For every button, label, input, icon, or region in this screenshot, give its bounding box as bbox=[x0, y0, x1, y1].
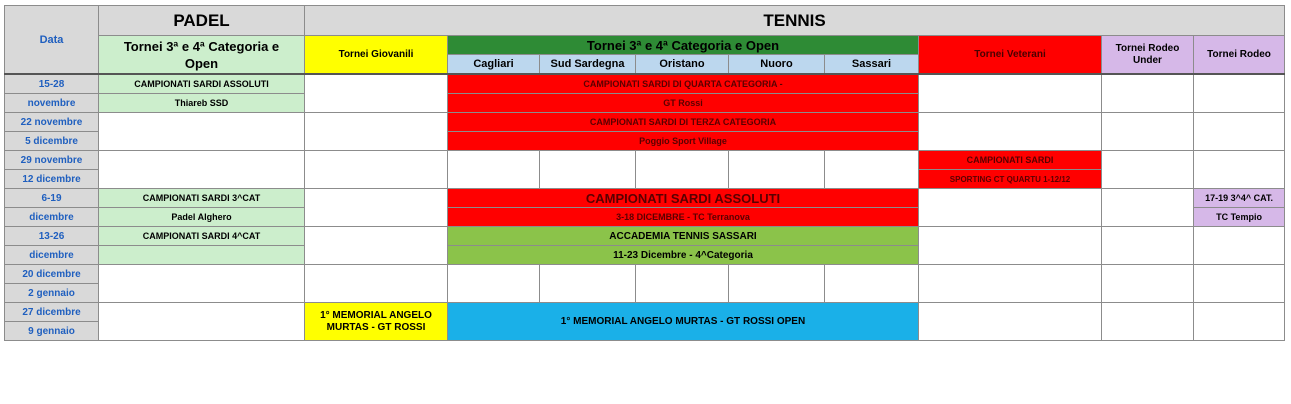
tennis-event-title: CAMPIONATI SARDI DI TERZA CATEGORIA bbox=[448, 113, 919, 132]
tennis-event-venue: Poggio Sport Village bbox=[448, 132, 919, 151]
empty-cell bbox=[1194, 113, 1285, 151]
week-date-end: novembre bbox=[5, 94, 99, 113]
empty-cell bbox=[825, 265, 919, 303]
tennis-event-venue: 3-18 DICEMBRE - TC Terranova bbox=[448, 208, 919, 227]
padel-event-title: CAMPIONATI SARDI 3^CAT bbox=[99, 189, 305, 208]
column-header-veterani: Tornei Veterani bbox=[919, 36, 1102, 75]
rodeo-under-line-2: Under bbox=[1133, 54, 1162, 66]
week-date-start: 13-26 bbox=[5, 227, 99, 246]
week-date-end: dicembre bbox=[5, 246, 99, 265]
week-date-end: dicembre bbox=[5, 208, 99, 227]
section-header-tennis: TENNIS bbox=[305, 6, 1285, 36]
rodeo-under-line-1: Tornei Rodeo bbox=[1115, 42, 1180, 54]
empty-cell bbox=[919, 74, 1102, 113]
empty-cell bbox=[919, 303, 1102, 341]
empty-cell bbox=[919, 265, 1102, 303]
tennis-event-title: ACCADEMIA TENNIS SASSARI bbox=[448, 227, 919, 246]
city-header-sassari: Sassari bbox=[825, 55, 919, 75]
city-header-sud-sardegna: Sud Sardegna bbox=[540, 55, 636, 75]
empty-cell bbox=[305, 113, 448, 151]
padel-categories-line-2: Open bbox=[184, 55, 219, 71]
giovanili-event-line-2: MURTAS - GT ROSSI bbox=[326, 321, 426, 333]
empty-cell bbox=[99, 113, 305, 151]
empty-cell bbox=[1102, 227, 1194, 265]
column-header-data: Data bbox=[5, 6, 99, 75]
empty-cell bbox=[729, 265, 825, 303]
week-date-start: 29 novembre bbox=[5, 151, 99, 170]
empty-cell bbox=[540, 151, 636, 189]
empty-cell bbox=[305, 265, 448, 303]
empty-cell bbox=[1102, 265, 1194, 303]
empty-cell bbox=[540, 265, 636, 303]
tennis-event-venue: 11-23 Dicembre - 4^Categoria bbox=[448, 246, 919, 265]
tournament-calendar-table bbox=[4, 5, 1285, 341]
giovanili-event-line-1: 1° MEMORIAL ANGELO bbox=[320, 309, 432, 321]
empty-cell bbox=[305, 74, 448, 113]
column-header-giovanili: Tornei Giovanili bbox=[305, 36, 448, 75]
week-date-start: 20 dicembre bbox=[5, 265, 99, 284]
city-header-oristano: Oristano bbox=[636, 55, 729, 75]
padel-categories-line-1: Tornei 3ª e 4ª Categoria e bbox=[123, 38, 280, 54]
empty-cell bbox=[99, 265, 305, 303]
empty-cell bbox=[99, 246, 305, 265]
empty-cell bbox=[99, 303, 305, 341]
week-date-start: 15-28 bbox=[5, 74, 99, 94]
week-date-start: 22 novembre bbox=[5, 113, 99, 132]
tennis-event-title: CAMPIONATI SARDI ASSOLUTI bbox=[448, 189, 919, 208]
tennis-event-venue: GT Rossi bbox=[448, 94, 919, 113]
tennis-event-title: 1° MEMORIAL ANGELO MURTAS - GT ROSSI OPEN bbox=[448, 303, 919, 341]
week-date-end: 12 dicembre bbox=[5, 170, 99, 189]
empty-cell bbox=[1102, 151, 1194, 189]
empty-cell bbox=[636, 265, 729, 303]
column-header-tennis-categories: Tornei 3ª e 4ª Categoria e Open bbox=[448, 36, 919, 55]
column-header-padel-categories bbox=[99, 36, 305, 75]
week-date-start: 6-19 bbox=[5, 189, 99, 208]
giovanili-event bbox=[305, 303, 448, 341]
rodeo-event-title: 17-19 3^4^ CAT. bbox=[1194, 189, 1285, 208]
week-date-end: 9 gennaio bbox=[5, 322, 99, 341]
empty-cell bbox=[1194, 74, 1285, 113]
empty-cell bbox=[305, 227, 448, 265]
section-header-padel: PADEL bbox=[99, 6, 305, 36]
empty-cell bbox=[1194, 151, 1285, 189]
empty-cell bbox=[919, 227, 1102, 265]
tennis-event-title: CAMPIONATI SARDI DI QUARTA CATEGORIA - bbox=[448, 74, 919, 94]
empty-cell bbox=[448, 151, 540, 189]
empty-cell bbox=[636, 151, 729, 189]
empty-cell bbox=[99, 151, 305, 189]
empty-cell bbox=[1194, 265, 1285, 303]
week-date-end: 5 dicembre bbox=[5, 132, 99, 151]
veterani-event-venue: SPORTING CT QUARTU 1-12/12 bbox=[919, 170, 1102, 189]
empty-cell bbox=[729, 151, 825, 189]
empty-cell bbox=[919, 189, 1102, 227]
empty-cell bbox=[1194, 227, 1285, 265]
city-header-cagliari: Cagliari bbox=[448, 55, 540, 75]
padel-event-title: CAMPIONATI SARDI ASSOLUTI bbox=[99, 74, 305, 94]
week-date-end: 2 gennaio bbox=[5, 284, 99, 303]
column-header-rodeo: Tornei Rodeo bbox=[1194, 36, 1285, 75]
empty-cell bbox=[1102, 303, 1194, 341]
empty-cell bbox=[305, 151, 448, 189]
empty-cell bbox=[919, 113, 1102, 151]
empty-cell bbox=[1102, 74, 1194, 113]
empty-cell bbox=[1102, 189, 1194, 227]
empty-cell bbox=[825, 151, 919, 189]
city-header-nuoro: Nuoro bbox=[729, 55, 825, 75]
week-date-start: 27 dicembre bbox=[5, 303, 99, 322]
padel-event-venue: Thiareb SSD bbox=[99, 94, 305, 113]
empty-cell bbox=[1194, 303, 1285, 341]
rodeo-event-venue: TC Tempio bbox=[1194, 208, 1285, 227]
padel-event-title: CAMPIONATI SARDI 4^CAT bbox=[99, 227, 305, 246]
veterani-event-title: CAMPIONATI SARDI bbox=[919, 151, 1102, 170]
padel-event-venue: Padel Alghero bbox=[99, 208, 305, 227]
column-header-rodeo-under bbox=[1102, 36, 1194, 75]
empty-cell bbox=[305, 189, 448, 227]
empty-cell bbox=[1102, 113, 1194, 151]
empty-cell bbox=[448, 265, 540, 303]
